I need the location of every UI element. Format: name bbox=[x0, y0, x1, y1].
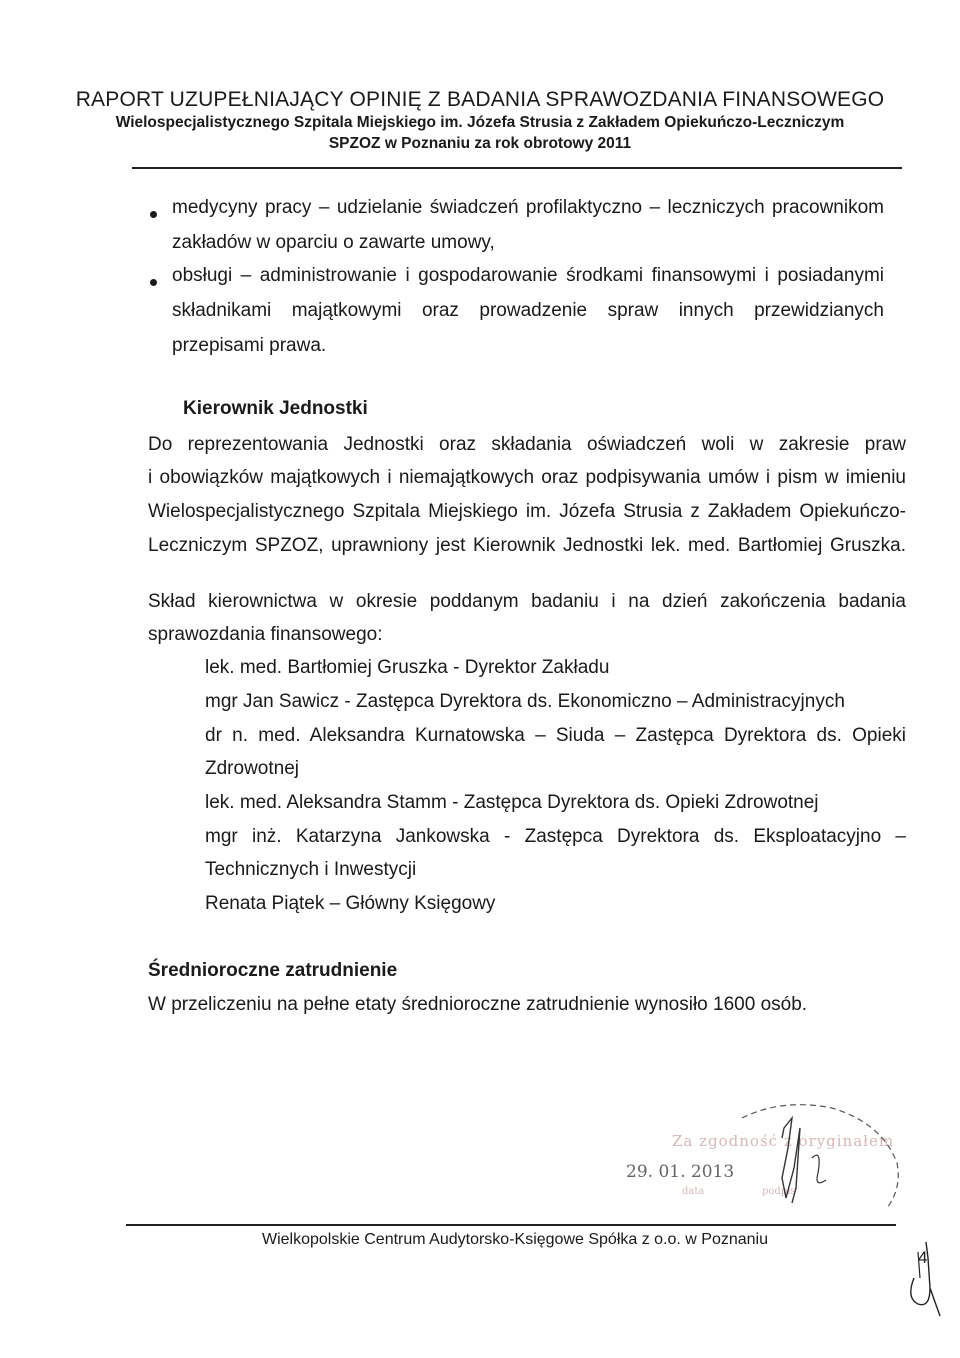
bullet-2-line-1: obsługi – administrowanie i gospodarowanie środkami finansowymi i posiadanymi bbox=[172, 265, 884, 286]
member-line: Technicznych i Inwestycji bbox=[205, 859, 417, 880]
section-heading-kierownik: Kierownik Jednostki bbox=[183, 398, 368, 419]
kierownik-line-1: Do reprezentowania Jednostki oraz składania oświadczeń woli w zakresie praw bbox=[148, 434, 906, 455]
footer-divider bbox=[126, 1224, 896, 1226]
kierownik-line-4: Leczniczym SPZOZ, uprawniony jest Kierownik Jednostki lek. med. Bartłomiej Gruszka. bbox=[148, 535, 906, 556]
member-line: Zdrowotnej bbox=[205, 758, 299, 779]
page-number: 4 bbox=[918, 1248, 928, 1267]
stamp-date-label: data bbox=[682, 1186, 705, 1197]
member-line: lek. med. Bartłomiej Gruszka - Dyrektor Zakładu bbox=[205, 657, 610, 678]
stamp-sign-label: podpis bbox=[762, 1186, 796, 1197]
report-title: RAPORT UZUPEŁNIAJĄCY OPINIĘ Z BADANIA SPRAWOZDANIA FINANSOWEGO bbox=[75, 88, 885, 111]
member-line: lek. med. Aleksandra Stamm - Zastępca Dyrektora ds. Opieki Zdrowotnej bbox=[205, 792, 819, 813]
member-line: Renata Piątek – Główny Księgowy bbox=[205, 893, 496, 914]
header-divider bbox=[132, 167, 902, 169]
section-heading-zatrudnienie: Średnioroczne zatrudnienie bbox=[148, 960, 398, 981]
kierownik-line-2: i obowiązków majątkowych i niemajątkowych oraz podpisywania umów i pism w imieniu bbox=[148, 467, 906, 488]
member-line: mgr inż. Katarzyna Jankowska - Zastępca Dyrektora ds. Eksploatacyjno – bbox=[205, 826, 906, 847]
bullet-icon bbox=[150, 211, 157, 218]
initials-signature-icon bbox=[900, 1238, 950, 1318]
report-subtitle-year: SPZOZ w Poznaniu za rok obrotowy 2011 bbox=[328, 135, 632, 152]
member-line: dr n. med. Aleksandra Kurnatowska – Siuda – Zastępca Dyrektora ds. Opieki bbox=[205, 725, 906, 746]
stamp-date: 29. 01. 2013 bbox=[626, 1162, 735, 1182]
bullet-1-line-1: medycyny pracy – udzielanie świadczeń profilaktyczno – leczniczych pracownikom bbox=[172, 197, 884, 218]
bullet-icon bbox=[150, 279, 157, 286]
zatrudnienie-text: W przeliczeniu na pełne etaty średnioroczne zatrudnienie wynosiło 1600 osób. bbox=[148, 994, 808, 1015]
report-subtitle-entity: Wielospecjalistycznego Szpitala Miejskiego im. Józefa Strusia z Zakładem Opiekuńczo-Leczniczym bbox=[115, 114, 845, 131]
member-line: mgr Jan Sawicz - Zastępca Dyrektora ds. Ekonomiczno – Administracyjnych bbox=[205, 691, 845, 712]
kierownik-line-3: Wielospecjalistycznego Szpitala Miejskiego im. Józefa Strusia z Zakładem Opiekuńczo- bbox=[148, 501, 906, 522]
round-stamp-icon bbox=[722, 1088, 912, 1218]
bullet-2-line-2: składnikami majątkowymi oraz prowadzenie spraw innych przewidzianych bbox=[172, 300, 884, 321]
bullet-2-line-3: przepisami prawa. bbox=[172, 335, 327, 356]
sklad-line-2: sprawozdania finansowego: bbox=[148, 624, 383, 645]
certification-stamp: Za zgodność z oryginałem bbox=[672, 1132, 895, 1150]
sklad-line-1: Skład kierownictwa w okresie poddanym badaniu i na dzień zakończenia badania bbox=[148, 591, 906, 612]
footer-company: Wielkopolskie Centrum Audytorsko-Księgowe Spółka z o.o. w Poznaniu bbox=[261, 1231, 769, 1248]
bullet-1-line-2: zakładów w oparciu o zawarte umowy, bbox=[172, 232, 495, 253]
